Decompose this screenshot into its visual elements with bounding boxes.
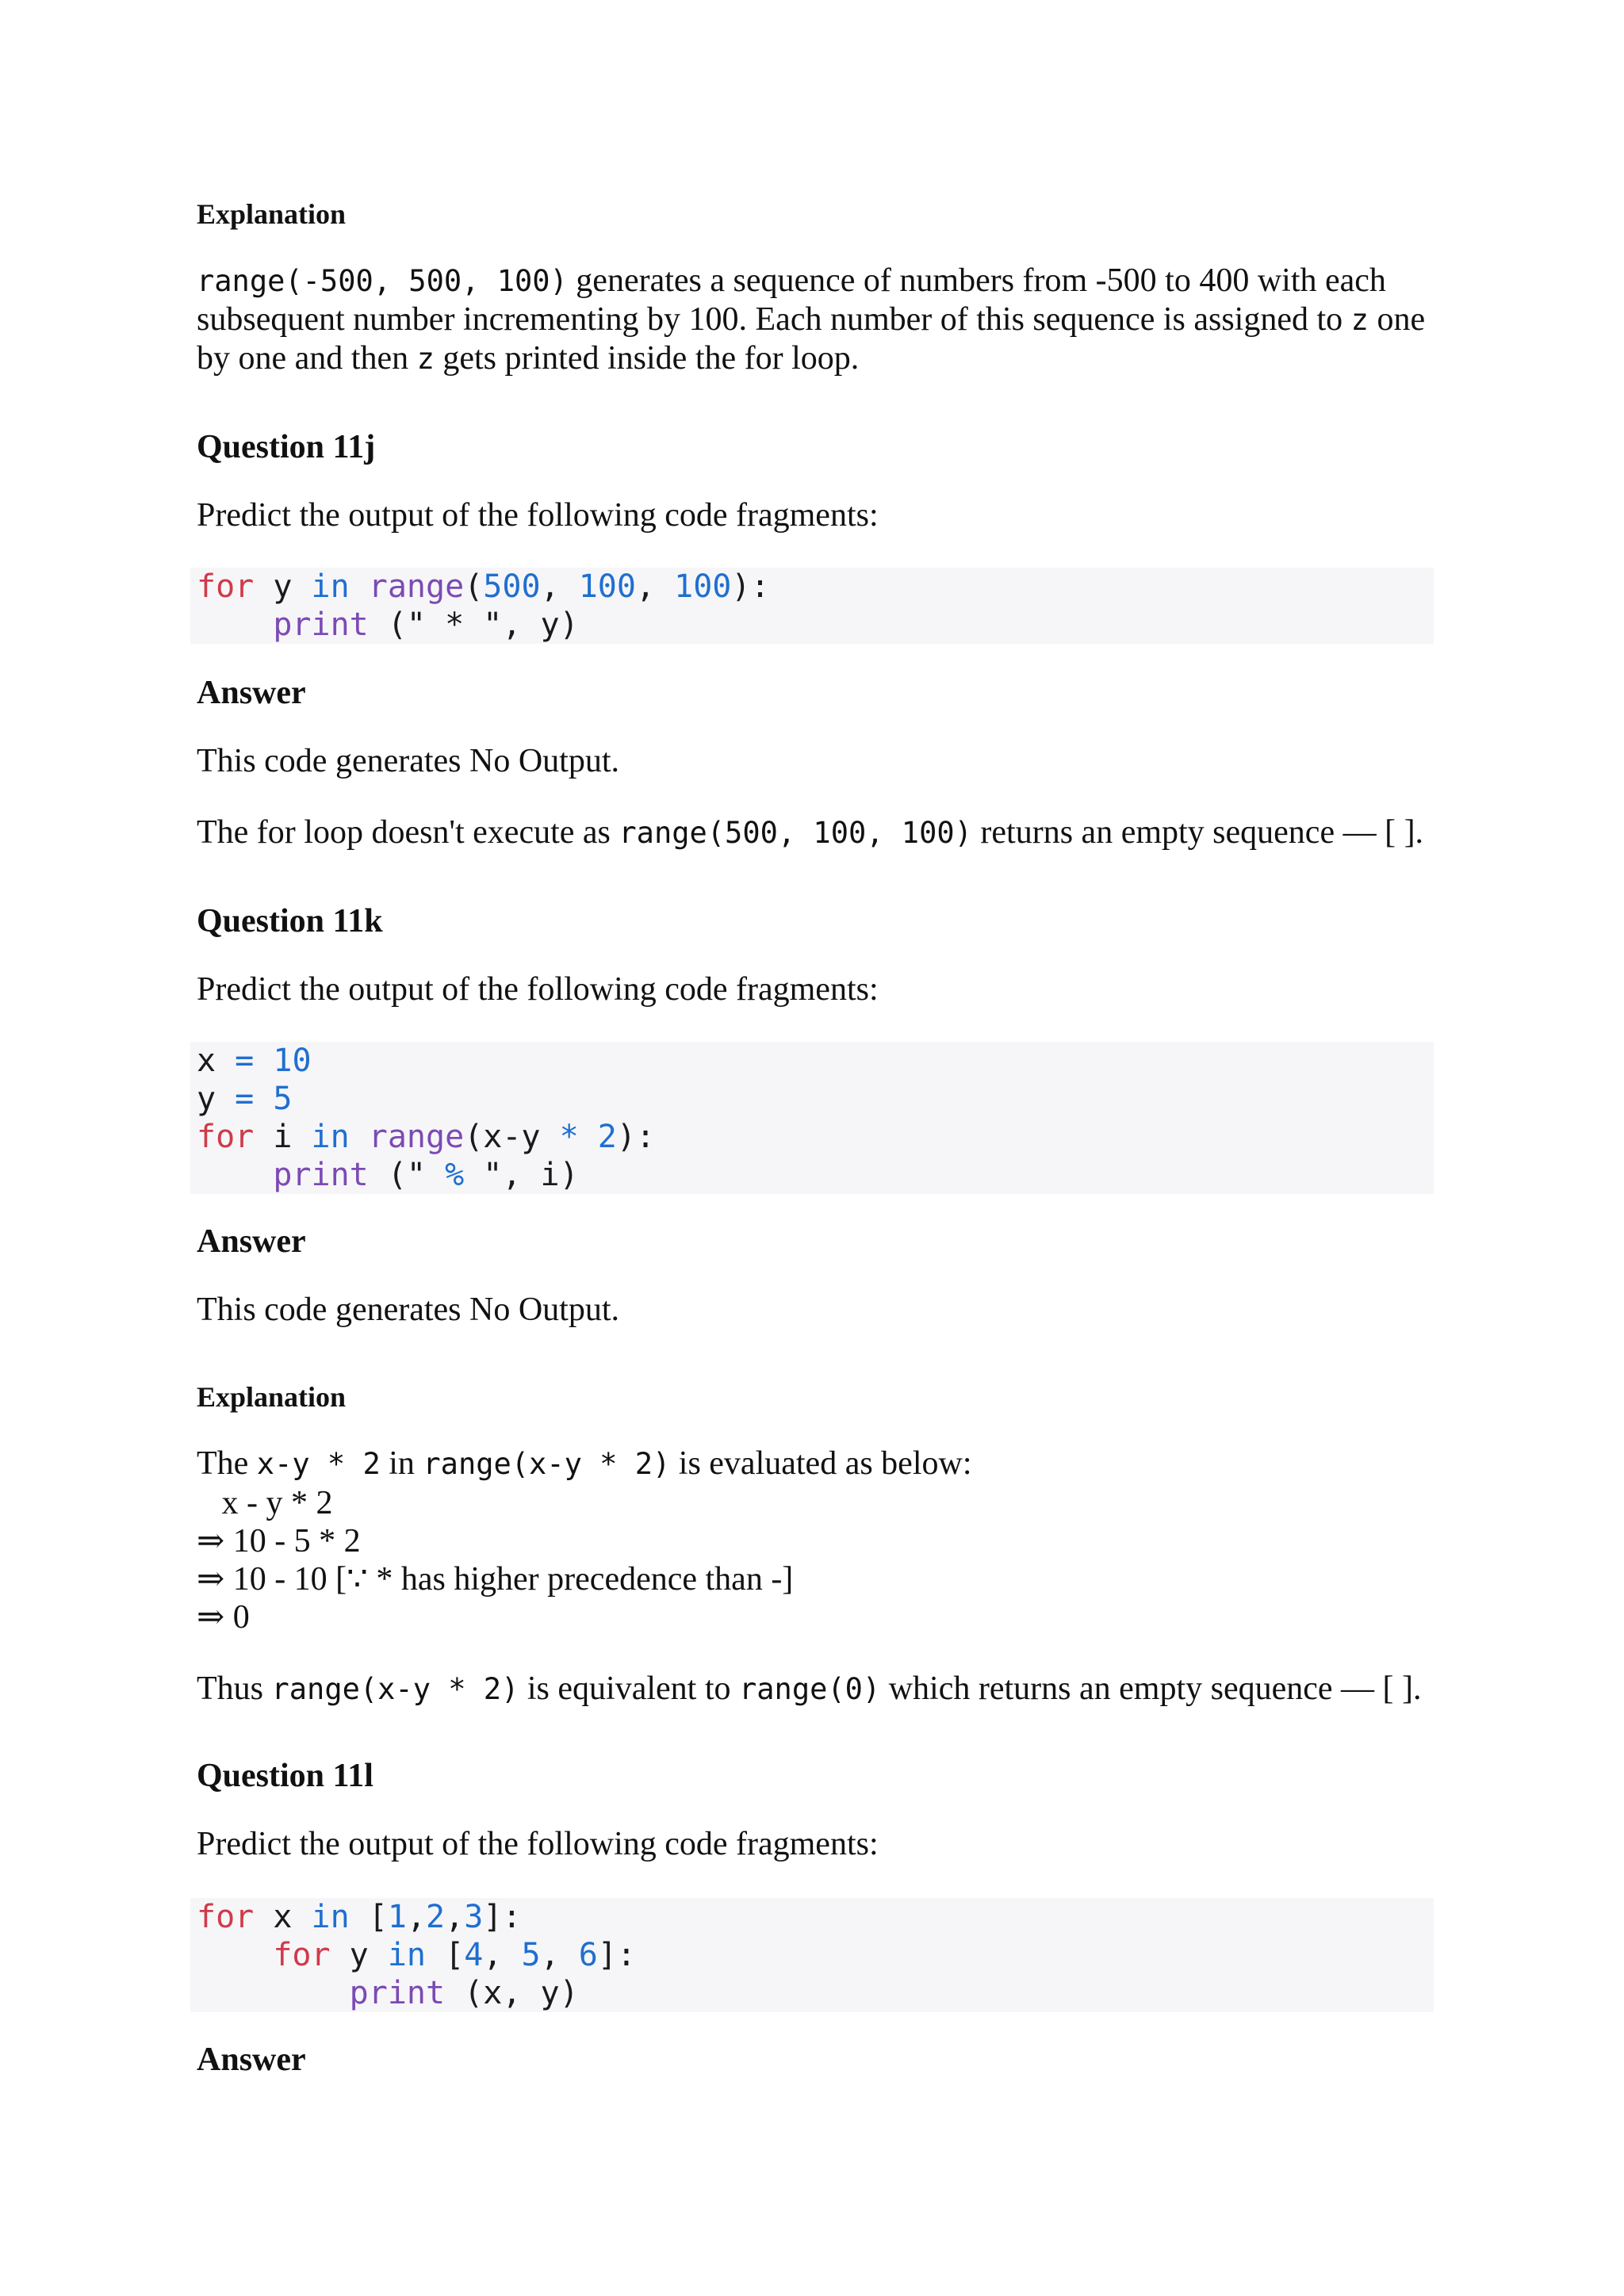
code-line <box>197 1898 1434 1936</box>
explanation-line-2 <box>197 300 1442 339</box>
code-text: ]: <box>597 1937 636 1973</box>
text: generates a sequence of numbers from -500 to 400 with each <box>567 262 1386 299</box>
builtin: range <box>368 1119 465 1155</box>
question-prompt: Predict the output of the following code fragments: <box>197 1826 879 1862</box>
code-line <box>197 1974 1434 2012</box>
code-line <box>197 606 1434 644</box>
code-text: , <box>406 1899 427 1935</box>
indent <box>197 1937 273 1973</box>
code-text <box>254 1081 273 1117</box>
text: subsequent number incrementing by 100. Each number of this sequence is assigned to <box>197 301 1351 338</box>
operator: % <box>445 1157 465 1193</box>
text: The for loop doesn't execute as <box>197 814 619 851</box>
question-heading: Question 11l <box>197 1758 373 1794</box>
text: which returns an empty sequence — [ ]. <box>880 1670 1422 1707</box>
inline-code: range(0) <box>739 1672 881 1706</box>
inline-code: z <box>1350 303 1369 337</box>
code-line <box>197 568 1434 606</box>
code-line <box>197 1936 1434 1974</box>
text: Thus <box>197 1670 272 1707</box>
code-text: [ <box>368 1899 388 1935</box>
code-text: ( <box>464 568 484 605</box>
code-block <box>190 568 1434 644</box>
code-block <box>190 1898 1434 2012</box>
text: The <box>197 1445 257 1482</box>
code-block <box>190 1042 1434 1194</box>
derivation-step: ⇒ 10 - 10 [∵ * has higher precedence than -] <box>197 1561 794 1598</box>
inline-code: x-y * 2 <box>256 1447 381 1481</box>
number: 5 <box>521 1937 541 1973</box>
number: 500 <box>483 568 541 605</box>
code-text <box>579 1119 598 1155</box>
code-text <box>350 568 369 605</box>
code-line <box>197 1080 1434 1118</box>
answer-heading: Answer <box>197 675 306 711</box>
number: 3 <box>464 1899 484 1935</box>
explanation-heading: Explanation <box>197 198 347 230</box>
code-text: , <box>635 568 675 605</box>
explanation-conclusion <box>197 1670 1465 1709</box>
code-text: , <box>540 568 579 605</box>
code-text: , <box>540 1937 579 1973</box>
code-text: y <box>330 1937 388 1973</box>
question-prompt: Predict the output of the following code fragments: <box>197 497 879 534</box>
code-text: x <box>197 1043 236 1079</box>
text: by one and then <box>197 340 417 377</box>
number: 1 <box>387 1899 407 1935</box>
code-text: (x-y <box>464 1119 560 1155</box>
number: 4 <box>464 1937 484 1973</box>
explanation-line <box>197 1445 1442 1483</box>
keyword: in <box>311 1899 350 1935</box>
text: gets printed inside the for loop. <box>434 340 860 377</box>
code-text <box>350 1119 369 1155</box>
text: one <box>1368 301 1426 338</box>
code-text: [ <box>445 1937 465 1973</box>
code-text: (" <box>368 1157 446 1193</box>
explanation-paragraph <box>197 262 1442 378</box>
builtin: print <box>349 1975 446 2011</box>
indent <box>197 607 273 643</box>
answer-explanation <box>197 813 1465 852</box>
derivation-step: ⇒ 10 - 5 * 2 <box>197 1523 361 1559</box>
code-line <box>197 1042 1434 1080</box>
code-text: , <box>445 1899 465 1935</box>
derivation-step: ⇒ 0 <box>197 1599 250 1636</box>
code-line <box>197 1118 1434 1156</box>
answer-heading: Answer <box>197 2042 306 2078</box>
derivation-step: x - y * 2 <box>197 1485 333 1521</box>
explanation-line-3 <box>197 339 1442 378</box>
operator: * <box>559 1119 579 1155</box>
question-heading: Question 11j <box>197 429 376 465</box>
code-text: ]: <box>483 1899 522 1935</box>
text: is equivalent to <box>519 1670 739 1707</box>
number: 10 <box>273 1043 312 1079</box>
text: is evaluated as below: <box>670 1445 972 1482</box>
inline-code: range(500, 100, 100) <box>619 816 972 850</box>
code-text: i <box>254 1119 312 1155</box>
code-text: x <box>254 1899 312 1935</box>
answer-text: This code generates No Output. <box>197 743 620 779</box>
indent <box>197 1975 350 2011</box>
number: 2 <box>597 1119 617 1155</box>
operator: = <box>235 1081 255 1117</box>
number: 6 <box>578 1937 598 1973</box>
inline-code: range(-500, 500, 100) <box>197 264 568 298</box>
code-text: (" * ", y) <box>368 607 579 643</box>
code-text <box>254 1043 273 1079</box>
explanation-heading: Explanation <box>197 1381 347 1413</box>
explanation-line-1 <box>197 262 1442 300</box>
question-prompt: Predict the output of the following code fragments: <box>197 971 879 1008</box>
answer-heading: Answer <box>197 1223 306 1260</box>
keyword: for <box>197 1899 255 1935</box>
operator: = <box>235 1043 255 1079</box>
code-text: , <box>483 1937 522 1973</box>
code-text: ", i) <box>464 1157 579 1193</box>
code-text <box>426 1937 445 1973</box>
builtin: range <box>368 568 465 605</box>
builtin: print <box>273 1157 369 1193</box>
inline-code: range(x-y * 2) <box>271 1672 519 1706</box>
keyword: in <box>311 1119 350 1155</box>
text: returns an empty sequence — [ ]. <box>971 814 1424 851</box>
code-line <box>197 1156 1434 1194</box>
inline-code: z <box>416 342 435 376</box>
code-text: y <box>254 568 312 605</box>
keyword: for <box>197 1119 255 1155</box>
indent <box>197 1157 273 1193</box>
number: 5 <box>273 1081 293 1117</box>
code-text <box>350 1899 369 1935</box>
code-text: ): <box>731 568 770 605</box>
inline-code: range(x-y * 2) <box>423 1447 671 1481</box>
code-text: ): <box>616 1119 656 1155</box>
builtin: print <box>273 607 369 643</box>
keyword: for <box>197 568 255 605</box>
answer-text: This code generates No Output. <box>197 1292 620 1328</box>
keyword: in <box>311 568 350 605</box>
question-heading: Question 11k <box>197 903 383 939</box>
number: 100 <box>578 568 636 605</box>
keyword: for <box>273 1937 331 1973</box>
number: 2 <box>426 1899 446 1935</box>
text: in <box>380 1445 423 1482</box>
number: 100 <box>674 568 732 605</box>
code-text: (x, y) <box>445 1975 579 2011</box>
keyword: in <box>387 1937 426 1973</box>
code-text: y <box>197 1081 236 1117</box>
